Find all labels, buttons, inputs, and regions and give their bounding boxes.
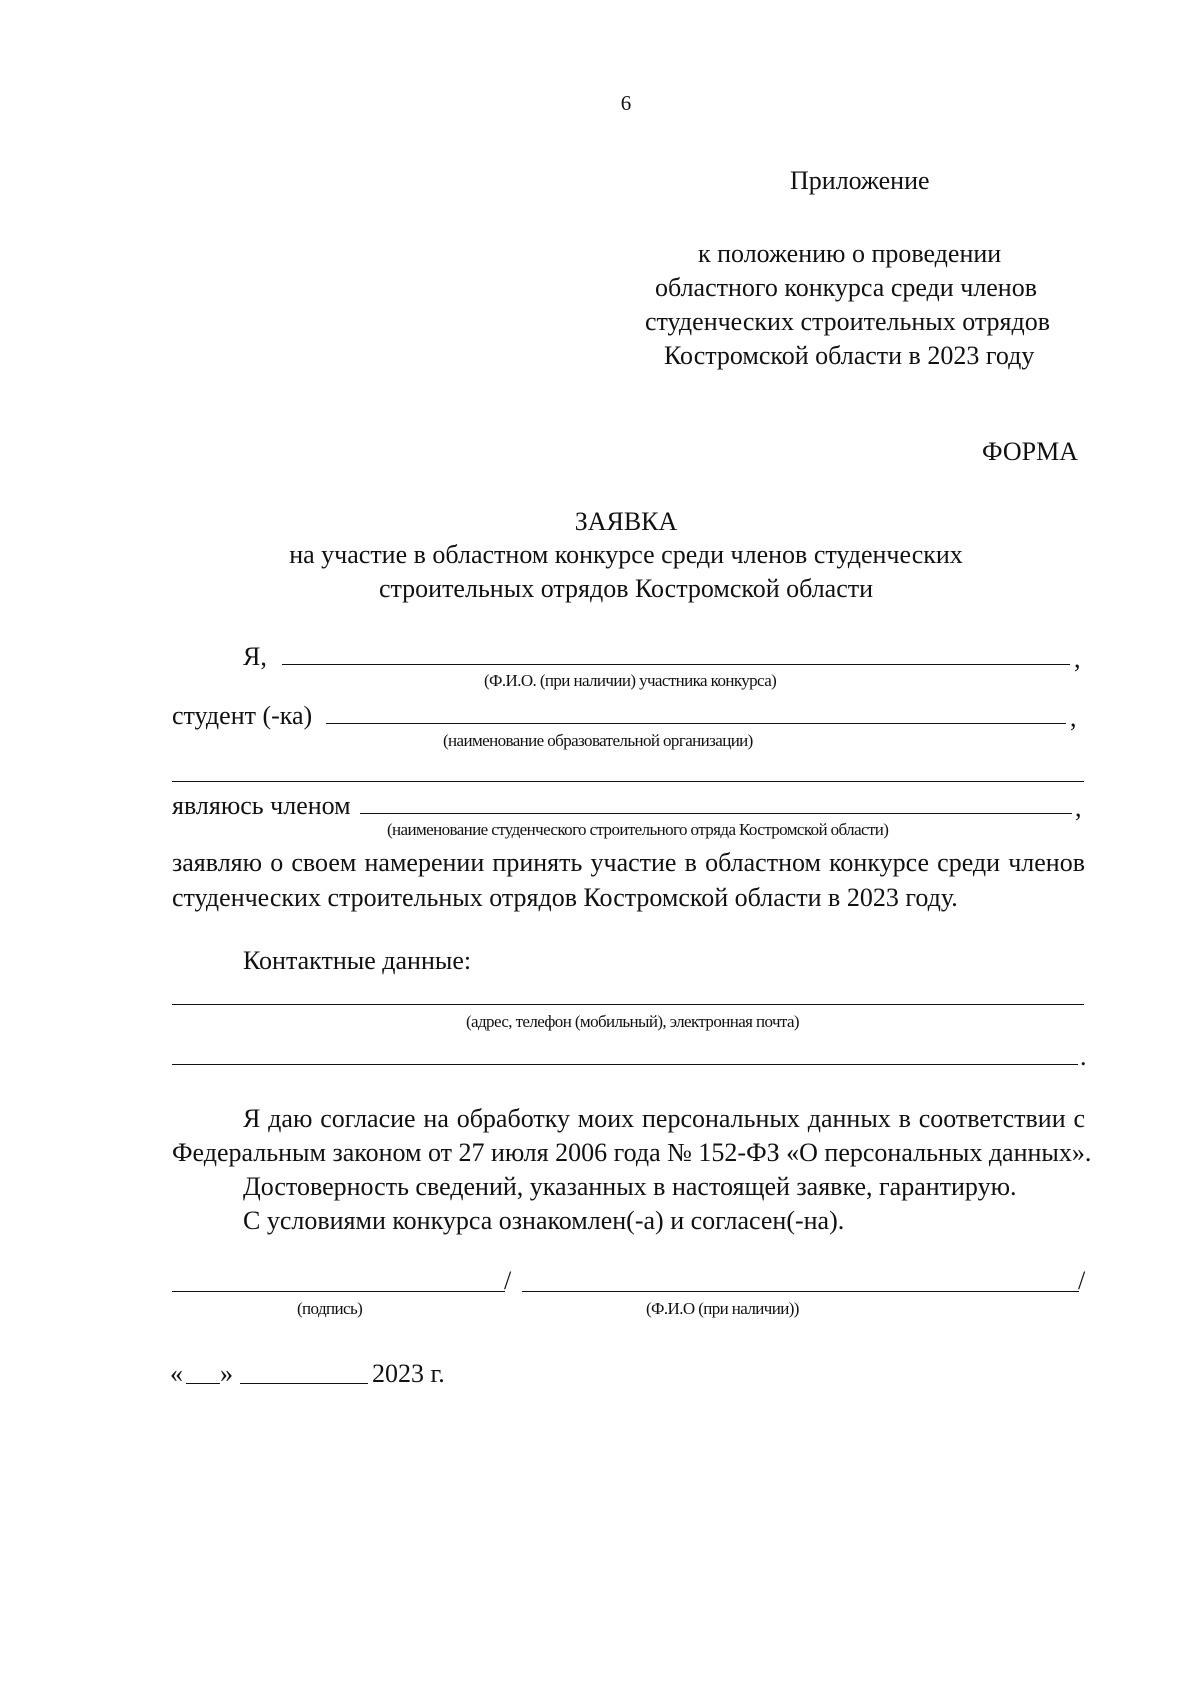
date-open-quote: « (170, 1359, 183, 1388)
member-prefix: являюсь членом (172, 791, 351, 820)
signature-caption: (подпись) (297, 1299, 363, 1318)
member-comma: , (1075, 793, 1082, 822)
consent-line-4: С условиями конкурса ознакомлен(-а) и согласен(-на). (243, 1206, 845, 1235)
name-field-line[interactable] (282, 664, 1070, 665)
appendix-title: Приложение (790, 166, 930, 195)
application-subtitle-1: на участие в областном конкурсе среди членов студенческих (289, 540, 963, 569)
squad-caption: (наименование студенческого строительного отряда Костромской области) (387, 820, 889, 839)
contacts-period: . (1080, 1042, 1087, 1071)
name-prefix: Я, (243, 642, 267, 671)
application-subtitle-2: строительных отрядов Костромской области (378, 574, 874, 603)
date-month-field[interactable] (240, 1383, 368, 1384)
signature-separator-2: / (1078, 1266, 1086, 1295)
signature-field-line[interactable] (172, 1291, 505, 1292)
fio-field-line[interactable] (522, 1291, 1079, 1292)
date-close-quote: » (220, 1359, 233, 1388)
appendix-line-2: областного конкурса среди членов (655, 273, 1037, 302)
consent-line-2: Федеральным законом от 27 июля 2006 года № 152-ФЗ «О персональных данных». (172, 1138, 1092, 1167)
student-prefix: студент (-ка) (172, 701, 313, 730)
appendix-line-4: Костромской области в 2023 году (664, 341, 1035, 370)
statement-line-1: заявляю о своем намерении принять участие в областном конкурсе среди членов (172, 848, 1085, 877)
application-title: ЗАЯВКА (574, 507, 678, 536)
page-number: 6 (620, 91, 632, 115)
date-day-field[interactable] (186, 1383, 220, 1384)
organization-field-line-2[interactable] (172, 781, 1084, 782)
consent-line-3: Достоверность сведений, указанных в настоящей заявке, гарантирую. (243, 1172, 1017, 1201)
signature-separator-1: / (504, 1266, 512, 1295)
name-comma: , (1074, 644, 1081, 673)
form-label: ФОРМА (982, 437, 1078, 466)
squad-field-line[interactable] (360, 813, 1072, 814)
student-comma: , (1070, 703, 1077, 732)
date-year: 2023 г. (372, 1359, 445, 1388)
name-caption: (Ф.И.О. (при наличии) участника конкурса) (484, 671, 777, 690)
contacts-label: Контактные данные: (243, 946, 472, 975)
statement-line-2: студенческих строительных отрядов Костромской области в 2023 году. (172, 883, 958, 912)
appendix-line-1: к положению о проведении (698, 239, 1002, 268)
consent-line-1: Я дaю согласие на обработку моих персональных данных в соответствии с (243, 1104, 1085, 1133)
contacts-field-line-2[interactable] (172, 1064, 1078, 1065)
fio-caption: (Ф.И.О (при наличии)) (646, 1299, 799, 1318)
appendix-line-3: студенческих строительных отрядов (645, 307, 1051, 336)
organization-caption: (наименование образовательной организации) (443, 731, 753, 750)
organization-field-line[interactable] (326, 723, 1066, 724)
contacts-field-line-1[interactable] (172, 1004, 1084, 1005)
contacts-caption: (адрес, телефон (мобильный), электронная почта) (466, 1012, 799, 1031)
